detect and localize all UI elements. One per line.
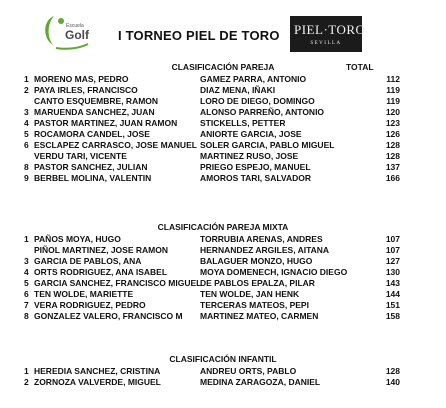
position: 3 [24,107,29,117]
total-score: 144 [385,289,400,299]
total-score: 119 [386,96,400,106]
player-2: TEN WOLDE, JAN HENK [200,289,300,299]
golf-school-logo [40,12,108,52]
result-row [0,118,446,129]
section-title: CLASIFICACIÓN PAREJA [171,62,275,72]
player-1: ROCAMORA CANDEL, JOSE [34,129,150,139]
total-score: 120 [385,107,400,117]
player-1: TEN WOLDE, MARIETTE [34,289,134,299]
total-score: 123 [385,118,400,128]
brand-subtitle: SEVILLA [310,41,342,46]
player-2: MOYA DOMENECH, IGNACIO DIEGO [200,267,348,277]
logo-golf-text: Golf [65,28,89,42]
result-row [0,366,446,377]
piel-de-toro-logo [290,16,366,52]
position: 7 [24,300,29,310]
player-2: MARTINEZ MATEO, CARMEN [200,311,319,321]
player-2: STICKELLS, PETTER [200,118,286,128]
page-title: I TORNEO PIEL DE TORO [118,28,280,43]
total-score: 143 [385,278,400,288]
result-row [0,85,446,96]
position: 9 [24,173,29,183]
total-score: 130 [385,267,400,277]
result-row [0,129,446,140]
player-1: GARCIA DE PABLOS, ANA [34,256,142,266]
player-1: PIÑOL MARTINEZ, JOSE RAMON [34,245,168,255]
player-1: ORTS RODRIGUEZ, ANA ISABEL [34,267,168,277]
player-2: ANDREU ORTS, PABLO [200,366,297,376]
total-score: 126 [385,129,400,139]
total-score: 128 [385,151,400,161]
player-2: ALONSO PARREÑO, ANTONIO [200,107,325,117]
total-score: 158 [385,311,400,321]
result-row [0,377,446,388]
player-1: PAÑOS MOYA, HUGO [34,234,121,244]
total-score: 127 [385,256,400,266]
position: 3 [24,256,29,266]
position: 8 [24,311,29,321]
result-row [0,300,446,311]
player-2: ANIORTE GARCIA, JOSE [200,129,302,139]
position: 4 [24,118,29,128]
result-row [0,162,446,173]
total-score: 119 [386,85,400,95]
position: 1 [24,366,29,376]
player-1: HEREDIA SANCHEZ, CRISTINA [34,366,161,376]
total-score: 166 [385,173,400,183]
total-score: 107 [385,234,400,244]
result-row [0,151,446,162]
total-column-header: TOTAL [346,62,374,72]
result-row [0,267,446,278]
result-row [0,140,446,151]
position: 1 [24,74,29,84]
result-row [0,311,446,322]
player-2: PRIEGO ESPEJO, MANUEL [200,162,311,172]
player-2: AMOROS TARI, SALVADOR [200,173,311,183]
position: 6 [24,289,29,299]
golf-swoosh-icon [40,12,108,52]
player-1: VERDU TARI, VICENTE [34,151,127,161]
total-score: 137 [385,162,400,172]
result-row [0,245,446,256]
results-list [0,234,446,322]
player-1: GONZALEZ VALERO, FRANCISCO M [34,311,183,321]
section-title: CLASIFICACIÓN INFANTIL [169,354,277,364]
result-row [0,256,446,267]
position: 4 [24,267,29,277]
player-2: BALAGUER MONZO, HUGO [200,256,313,266]
position: 2 [24,377,29,387]
player-2: DIAZ MENA, IÑAKI [200,85,276,95]
result-row [0,278,446,289]
player-1: MARUENDA SANCHEZ, JUAN [34,107,155,117]
player-2: GAMEZ PARRA, ANTONIO [200,74,307,84]
result-row [0,74,446,85]
position: 8 [24,162,29,172]
total-score: 107 [385,245,400,255]
position: 1 [24,234,29,244]
player-2: HERNANDEZ ARGILES, AITANA [200,245,330,255]
player-1: PASTOR SANCHEZ, JULIAN [34,162,148,172]
position: 5 [24,278,29,288]
results-list [0,366,446,388]
player-2: LORO DE DIEGO, DOMINGO [200,96,315,106]
player-1: ZORNOZA VALVERDE, MIGUEL [34,377,161,387]
total-score: 140 [385,377,400,387]
player-2: SOLER GARCIA, PABLO MIGUEL [200,140,335,150]
player-1: CANTO ESQUEMBRE, RAMON [34,96,159,106]
total-score: 128 [385,140,400,150]
result-row [0,234,446,245]
player-1: ESCLAPEZ CARRASCO, JOSE MANUEL [34,140,197,150]
player-2: DE PABLOS EPALZA, PILAR [200,278,315,288]
player-1: GARCIA SANCHEZ, FRANCISCO MIGUEL [34,278,202,288]
result-row [0,96,446,107]
player-2: TORRUBIA ARENAS, ANDRES [200,234,323,244]
logo-small-text: Escuela [66,23,84,29]
player-1: VERA RODRIGUEZ, PEDRO [34,300,146,310]
section-title: CLASIFICACIÓN PAREJA MIXTA [157,222,289,232]
total-score: 112 [386,74,400,84]
player-1: PASTOR MARTINEZ, JUAN RAMON [34,118,178,128]
player-1: MORENO MAS, PEDRO [34,74,129,84]
result-row [0,173,446,184]
player-2: MEDINA ZARAGOZA, DANIEL [200,377,321,387]
player-1: PAYA IRLES, FRANCISCO [34,85,138,95]
total-score: 128 [385,366,400,376]
position: 5 [24,129,29,139]
header [0,0,446,56]
total-score: 151 [385,300,400,310]
brand-name: PIEL·TORO [294,22,366,37]
player-2: TERCERAS MATEOS, PEPI [200,300,309,310]
result-row [0,107,446,118]
player-2: MARTINEZ RUSO, JOSE [200,151,299,161]
position: 6 [24,140,29,150]
player-1: BERBEL MOLINA, VALENTIN [34,173,152,183]
position: 2 [24,85,29,95]
results-list [0,74,446,184]
result-row [0,289,446,300]
